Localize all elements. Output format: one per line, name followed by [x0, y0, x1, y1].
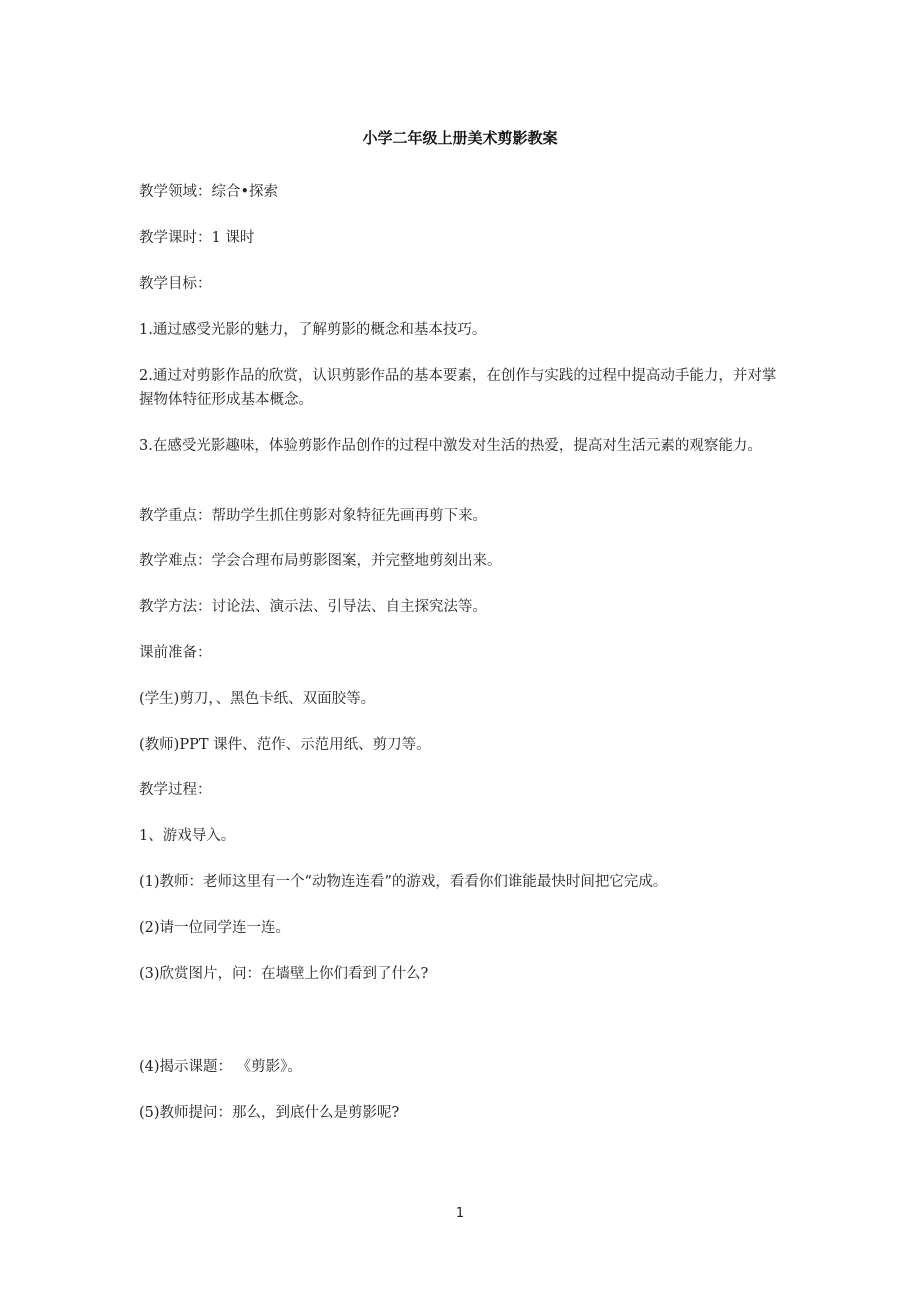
paragraph-step-2: (2)请一位同学连一连。	[139, 920, 291, 936]
paragraph-game-intro: 1、游戏导入。	[139, 828, 236, 844]
paragraph-step-1: (1)教师：老师这里有一个“动物连连看”的游戏，看看你们谁能最快时间把它完成。	[139, 874, 668, 890]
paragraph-step-4: (4)揭示课题： 《剪影》。	[139, 1059, 302, 1075]
paragraph-step-5: (5)教师提问：那么，到底什么是剪影呢?	[139, 1105, 400, 1121]
paragraph-goal-3: 3.在感受光影趣味，体验剪影作品创作的过程中激发对生活的热爱，提高对生活元素的观察能力。	[139, 438, 762, 454]
paragraph-goal-1: 1.通过感受光影的魅力，了解剪影的概念和基本技巧。	[139, 322, 487, 338]
paragraph-difficulties: 教学难点：学会合理布局剪影图案，并完整地剪刻出来。	[139, 553, 502, 569]
paragraph-process-heading: 教学过程：	[139, 782, 212, 798]
document-title: 小学二年级上册美术剪影教案	[362, 129, 558, 147]
paragraph-teaching-hours: 教学课时：1 课时	[139, 230, 255, 246]
page-number: 1	[455, 1206, 465, 1221]
paragraph-teaching-domain: 教学领域：综合•探索	[139, 184, 279, 200]
paragraph-methods: 教学方法：讨论法、演示法、引导法、自主探究法等。	[139, 599, 487, 615]
paragraph-teacher-materials: (教师)PPT 课件、范作、示范用纸、剪刀等。	[139, 737, 431, 753]
paragraph-student-materials: (学生)剪刀，、黑色卡纸、双面胶等。	[139, 691, 376, 707]
paragraph-teaching-goals-heading: 教学目标：	[139, 276, 212, 292]
paragraph-preparation-heading: 课前准备：	[139, 645, 212, 661]
paragraph-key-points: 教学重点：帮助学生抓住剪影对象特征先画再剪下来。	[139, 508, 487, 524]
paragraph-step-3: (3)欣赏图片，问：在墙壁上你们看到了什么?	[139, 966, 429, 982]
paragraph-goal-2: 2.通过对剪影作品的欣赏，认识剪影作品的基本要素，在创作与实践的过程中提高动手能力，并对掌握物体特征形成基本概念。	[139, 368, 777, 408]
